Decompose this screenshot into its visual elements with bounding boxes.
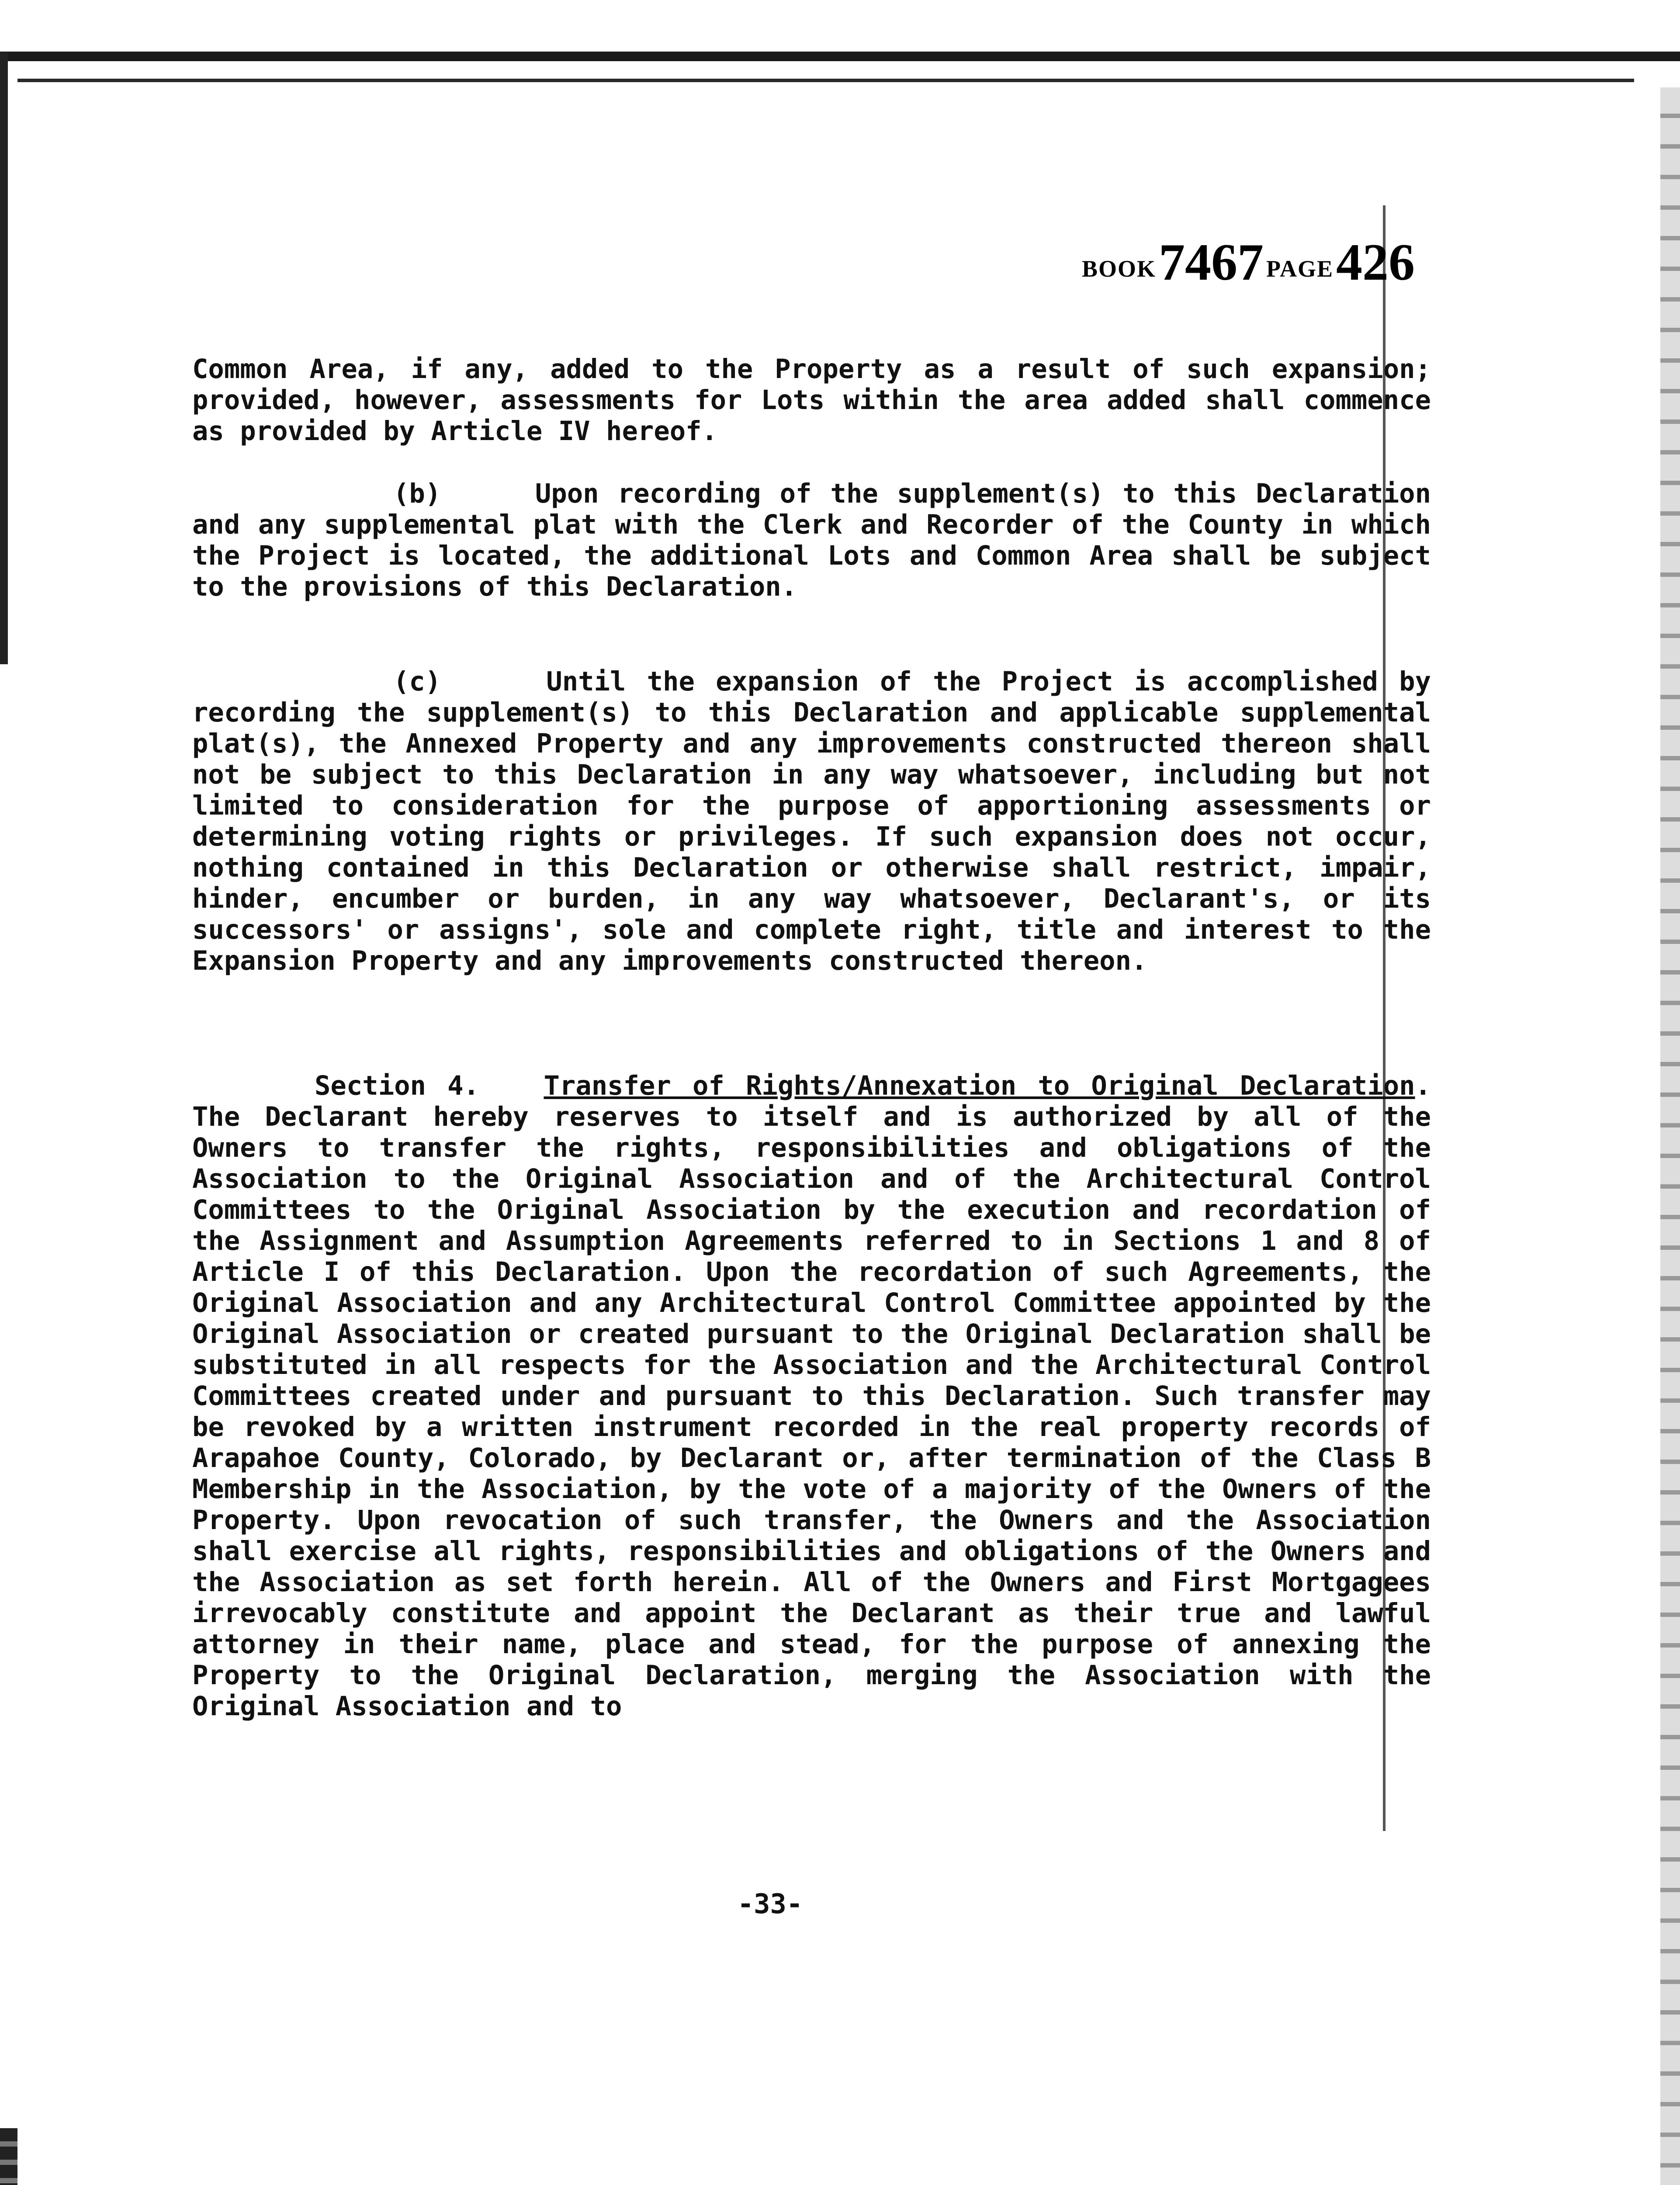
book-number: 7467 (1159, 233, 1264, 291)
scan-top-border (0, 52, 1680, 61)
scan-left-edge-bottom (0, 2128, 17, 2185)
section-4 (192, 1071, 1431, 1722)
scan-top-line (17, 79, 1634, 82)
section-4-heading: Transfer of Rights/Annexation to Original Declaration (544, 1071, 1415, 1101)
page-label: PAGE (1266, 256, 1334, 282)
section-4-label: Section 4. (315, 1071, 479, 1101)
stamp-page-number: 426 (1336, 233, 1415, 291)
paragraph-b: (b) Upon recording of the supplement(s) to this Declaration and any supplemental plat with the Clerk and Recorder of the County in which the Project is located, the additional Lots and Common Area shall be subject to the provisions of this Declaration. (192, 479, 1447, 602)
paragraph-common-area: Common Area, if any, added to the Property as a result of such expansion; provided, however, assessments for Lots within the area added shall commence as provided by Article IV hereof. (192, 354, 1431, 447)
scan-right-edge (1660, 87, 1680, 2185)
section-4-body: . The Declarant hereby reserves to itself and is authorized by all of the Owners to transfer the rights, responsibilities and obligations of the Association to the Original Association and of the Architectural Control Committees to the Original Association by the execution and recordation of the Assignment and Assumption Agreements referred to in Sections 1 and 8 of Article I of this Declaration. Upon the recordation of such Agreements, the Original Association and any Architectural Control Committee appointed by the Original Association or created pursuant to the Original Declaration shall be substituted in all respects for the Association and the Architectural Control Committees created under and pursuant to this Declaration. Such transfer may be revoked by a written instrument recorded in the real property records of Arapahoe County, Colorado, by Declarant or, after termination of the Class B Membership in the Association, by the vote of a majority of the Owners of the Property. Upon revocation of such transfer, the Owners and the Association shall exercise all rights, responsibilities and obligations of the Owners and the Association as set forth herein. All of the Owners and First Mortgagees irrevocably constitute and appoint the Declarant as their true and lawful attorney in their name, place and stead, for the purpose of annexing the Property to the Original Declaration, merging the Association with the Original Association and to (192, 1071, 1431, 1722)
paragraph-c: (c) Until the expansion of the Project is accomplished by recording the supplement(s) to this Declaration and applicable supplemental plat(s), the Annexed Property and any improvements constructed thereon shall not be subject to this Declaration in any way whatsoever, including but not limited to consideration for the purpose of apportioning assessments or determining voting rights or privileges. If such expansion does not occur, nothing contained in this Declaration or otherwise shall restrict, impair, hinder, encumber or burden, in any way whatsoever, Declarant's, or its successors' or assigns', sole and complete right, title and interest to the Expansion Property and any improvements constructed thereon. (192, 666, 1447, 976)
page-number: -33- (737, 1888, 803, 1920)
scan-left-edge (0, 52, 8, 664)
book-page-stamp (1079, 227, 1415, 291)
book-label: BOOK (1082, 256, 1157, 282)
